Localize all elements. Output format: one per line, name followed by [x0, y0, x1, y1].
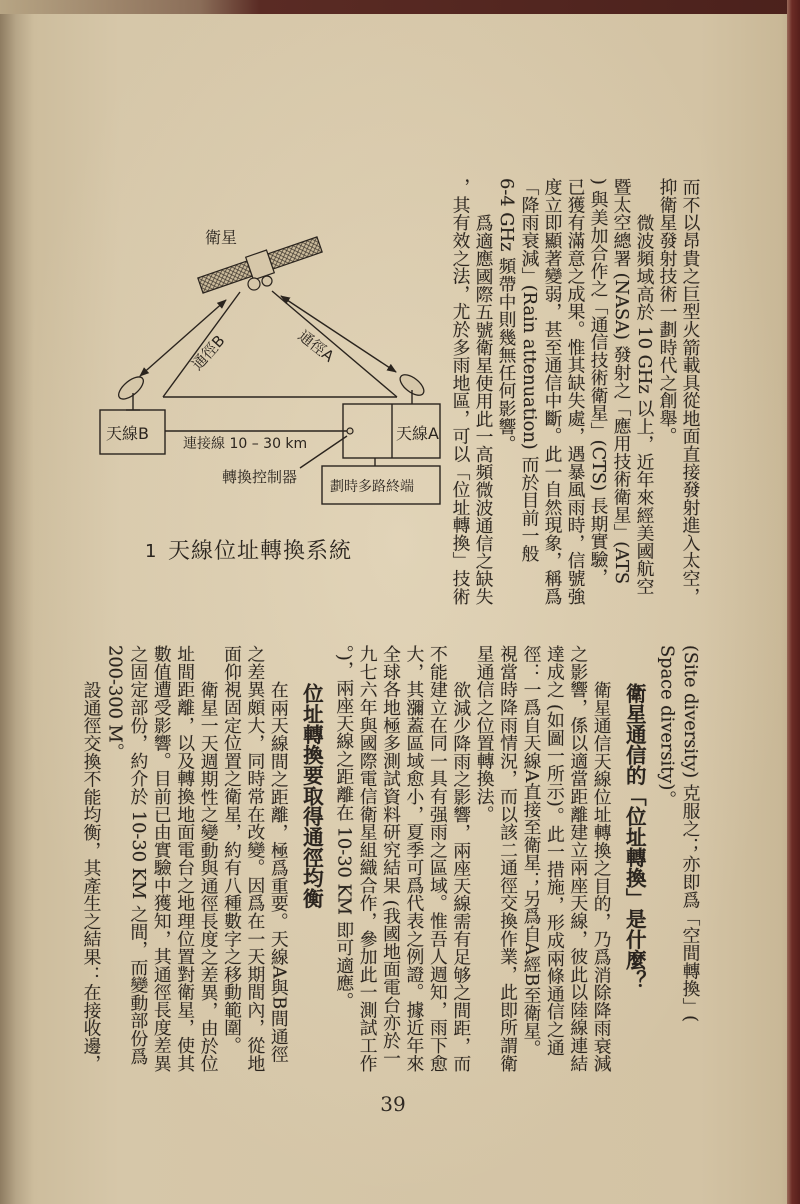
text-line: 大，其瀰蓋區域愈小，夏季可爲代表之例證。據近年來 — [403, 645, 425, 1072]
text-line: 衛星通信天線位址轉換之目的，乃爲消除降雨衰減 — [591, 680, 613, 1072]
antenna-b-label: 天線B — [106, 424, 149, 443]
text-line: 衛星一天週期性之變動與通徑長度之差異，由於位 — [198, 680, 220, 1072]
text-line: 面仰視固定位置之衛星，約有八種數字之移動範圍。 — [221, 645, 243, 1055]
text-line: (Site diversity) 克服之；亦即爲「空間轉換」( — [680, 645, 701, 1023]
terminal-label: 劃時多路終端 — [330, 479, 414, 495]
text-line: 度立即顯著變弱，甚至通信中斷。此一自然現象，稱爲 — [542, 178, 563, 605]
text-line: 暨太空總署 (NASA) 發射之「應用技術衛星」(ATS — [611, 178, 632, 585]
text-line: 址間距離，以及轉換地面電台之地理位置對衛星，使其 — [174, 645, 196, 1072]
text-line: ，其有效之法，尤於多雨地區，可以「位址轉換」技術 — [450, 178, 471, 605]
text-line: 達成之 (如圖一所示)。此一措施，形成兩條通信之通 — [544, 645, 566, 1056]
satellite-dish-icon — [248, 278, 260, 290]
text-line: 已獲有滿意之成果。惟其缺失處，遇暴風雨時，信號強 — [565, 178, 586, 605]
text-line: 星通信之位置轉換法。 — [474, 645, 496, 823]
text-line: 微波頻域高於 10 GHz 以上，近年來經美國航空 — [634, 213, 655, 595]
text-line: 視當時降雨情況，而以該二通徑交換作業，此即所謂衛 — [497, 645, 519, 1072]
text-line: Space diversity)。 — [656, 645, 678, 809]
figure-caption: 天線位址轉換系統 — [168, 539, 353, 564]
link-label: 連接線 10 – 30 km — [183, 436, 308, 452]
lower-text-block — [80, 645, 702, 1085]
controller-label: 轉換控制器 — [222, 468, 298, 486]
satellite-label: 衛星 — [205, 228, 238, 247]
paragraph — [332, 645, 472, 1085]
text-line: 全球各地極多測試資料研究結果 (我國地面電台亦於一 — [380, 645, 402, 1067]
paragraph — [655, 645, 702, 1085]
paragraph — [220, 645, 290, 1085]
text-line: 爲適應國際五號衛星使用此一高頻微波通信之缺失 — [473, 213, 494, 605]
text-line: 之差異頗大，同時常在改變。因爲在一天期間內，從地 — [244, 645, 266, 1072]
switch-node-icon — [347, 428, 353, 434]
text-line: 不能建立在同一具有强雨之區域。惟吾人週知，雨下愈 — [427, 645, 449, 1072]
antenna-a-label: 天線A — [396, 424, 439, 443]
figure-number: 1 — [145, 541, 157, 562]
text-line: 在兩天線間之距離，極爲重要。天線A與B間通徑 — [268, 680, 290, 1063]
path-a-label: 通徑A — [294, 326, 338, 366]
text-line: 之影響，係以適當距離建立兩座天線，彼此以陸線連結 — [567, 645, 589, 1072]
path-b-label: 通徑B — [188, 331, 229, 374]
section-heading: 位址轉換要取得通徑均衡 — [299, 683, 324, 909]
path-triangle — [163, 291, 397, 397]
text-line: ) 與美加合作之「通信技術衛星」(CTS) 長期實驗， — [588, 178, 609, 586]
text-line: 徑：一爲自天線A直接至衛星；另爲自A經B至衛星。 — [520, 645, 542, 1058]
satellite-dish-icon — [262, 276, 272, 286]
page-number: 39 — [380, 1092, 406, 1116]
text-line: 九七六年與國際電信衛星組織合作，參加此一測試工作 — [357, 645, 379, 1072]
text-line: 設通徑交換不能均衡，其產生之結果：在接收邊， — [81, 680, 103, 1072]
text-line: 「降雨衰減」(Rain attenuation) 而於目前一般 — [519, 178, 540, 563]
text-line: 6-4 GHz 頻帶中則幾無任何影響。 — [496, 178, 517, 453]
text-line: 抑衛星發射技術一劃時代之創舉。 — [657, 178, 678, 445]
antenna-b-dish-icon — [115, 373, 147, 410]
text-line: 200-300 M。 — [104, 645, 126, 761]
text-line: 之固定部份，約介於 10-30 KM 之間，而變動部份爲 — [127, 645, 149, 1065]
antenna-a-dish-icon — [397, 371, 428, 404]
text-line: 欲減少降雨之影響，兩座天線需有足够之間距，而 — [450, 680, 472, 1072]
path-a-arrow-icon — [281, 296, 396, 372]
paragraph — [103, 645, 220, 1085]
paragraph — [80, 645, 103, 1085]
paragraph — [473, 645, 613, 1085]
text-line: 。)，兩座天線之距離在 10-30 KM 即可適應。 — [333, 645, 355, 1010]
text-line: 數值遭受影響。目前已由實驗中獲知，其通徑長度差異 — [151, 645, 173, 1072]
text-line: 而不以昂貴之巨型火箭載具從地面直接發射進入太空， — [680, 178, 701, 605]
section-heading: 衛星通信的「位址轉換」是什麼？ — [622, 683, 647, 991]
